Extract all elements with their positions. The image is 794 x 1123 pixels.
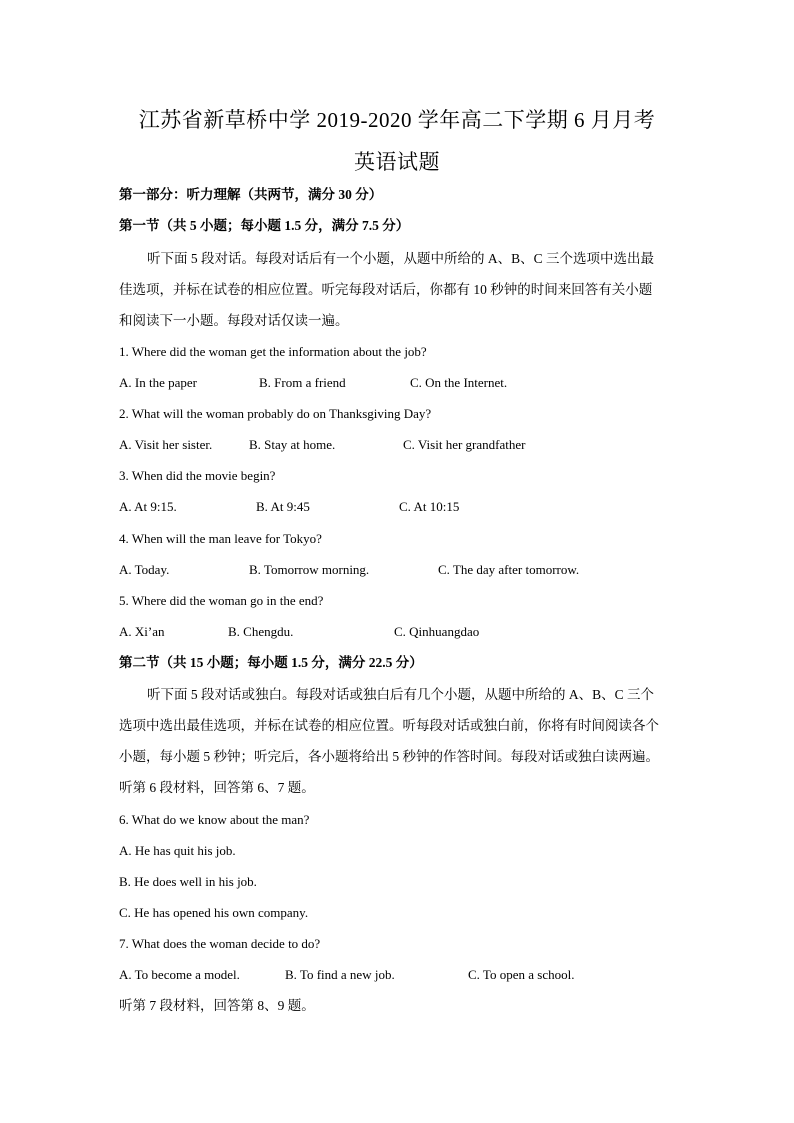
question-5-option-a: A. Xi’an — [119, 624, 165, 639]
section2-heading: 第二节（共 15 小题；每小题 1.5 分，满分 22.5 分） — [119, 655, 423, 670]
question-2-stem: 2. What will the woman probably do on Thanksgiving Day? — [119, 406, 432, 421]
question-3-stem: 3. When did the movie begin? — [119, 468, 276, 483]
question-2-option-c: C. Visit her grandfather — [403, 437, 526, 452]
question-1-option-a: A. In the paper — [119, 375, 197, 390]
question-7-option-b: B. To find a new job. — [285, 967, 395, 982]
question-2-option-b: B. Stay at home. — [249, 437, 336, 452]
question-5-option-c: C. Qinhuangdao — [394, 624, 480, 639]
question-2-option-a: A. Visit her sister. — [119, 437, 213, 452]
question-3-option-a: A. At 9:15. — [119, 499, 177, 514]
exam-title: 江苏省新草桥中学 2019-2020 学年高二下学期 6 月月考 — [138, 108, 656, 132]
question-7-option-c: C. To open a school. — [468, 967, 575, 982]
material-7-instruction: 听第 7 段材料，回答第 8、9 题。 — [119, 998, 315, 1013]
question-6-stem: 6. What do we know about the man? — [119, 812, 310, 827]
section1-heading: 第一节（共 5 小题；每小题 1.5 分，满分 7.5 分） — [119, 218, 410, 233]
part1-heading: 第一部分：听力理解（共两节，满分 30 分） — [119, 187, 383, 202]
question-7-stem: 7. What does the woman decide to do? — [119, 936, 321, 951]
question-4-stem: 4. When will the man leave for Tokyo? — [119, 531, 322, 546]
question-6-option-b: B. He does well in his job. — [119, 874, 257, 889]
section2-instruction-line: 听下面 5 段对话或独白。每段对话或独白后有几个小题，从题中所给的 A、B、C 三个 — [147, 687, 655, 702]
section2-instruction-line: 选项中选出最佳选项，并标在试卷的相应位置。听每段对话或独白前，你将有时间阅读各个 — [119, 718, 659, 733]
question-6-option-c: C. He has opened his own company. — [119, 905, 309, 920]
question-4-option-a: A. Today. — [119, 562, 170, 577]
question-4-option-b: B. Tomorrow morning. — [249, 562, 370, 577]
question-1-option-c: C. On the Internet. — [410, 375, 508, 390]
question-6-option-a: A. He has quit his job. — [119, 843, 236, 858]
section1-instruction-line: 和阅读下一小题。每段对话仅读一遍。 — [119, 313, 349, 328]
exam-subtitle: 英语试题 — [354, 150, 440, 174]
question-5-option-b: B. Chengdu. — [228, 624, 294, 639]
question-1-option-b: B. From a friend — [259, 375, 346, 390]
question-4-option-c: C. The day after tomorrow. — [438, 562, 580, 577]
material-6-instruction: 听第 6 段材料，回答第 6、7 题。 — [119, 780, 315, 795]
question-1-stem: 1. Where did the woman get the information about the job? — [119, 344, 427, 359]
question-3-option-b: B. At 9:45 — [256, 499, 310, 514]
section1-instruction-line: 佳选项，并标在试卷的相应位置。听完每段对话后，你都有 10 秒钟的时间来回答有关小题 — [119, 282, 653, 297]
question-5-stem: 5. Where did the woman go in the end? — [119, 593, 324, 608]
question-3-option-c: C. At 10:15 — [399, 499, 460, 514]
section2-instruction-line: 小题，每小题 5 秒钟；听完后，各小题将给出 5 秒钟的作答时间。每段对话或独白读两遍。 — [119, 749, 659, 764]
section1-instruction-line: 听下面 5 段对话。每段对话后有一个小题，从题中所给的 A、B、C 三个选项中选出最 — [147, 251, 655, 266]
question-7-option-a: A. To become a model. — [119, 967, 240, 982]
